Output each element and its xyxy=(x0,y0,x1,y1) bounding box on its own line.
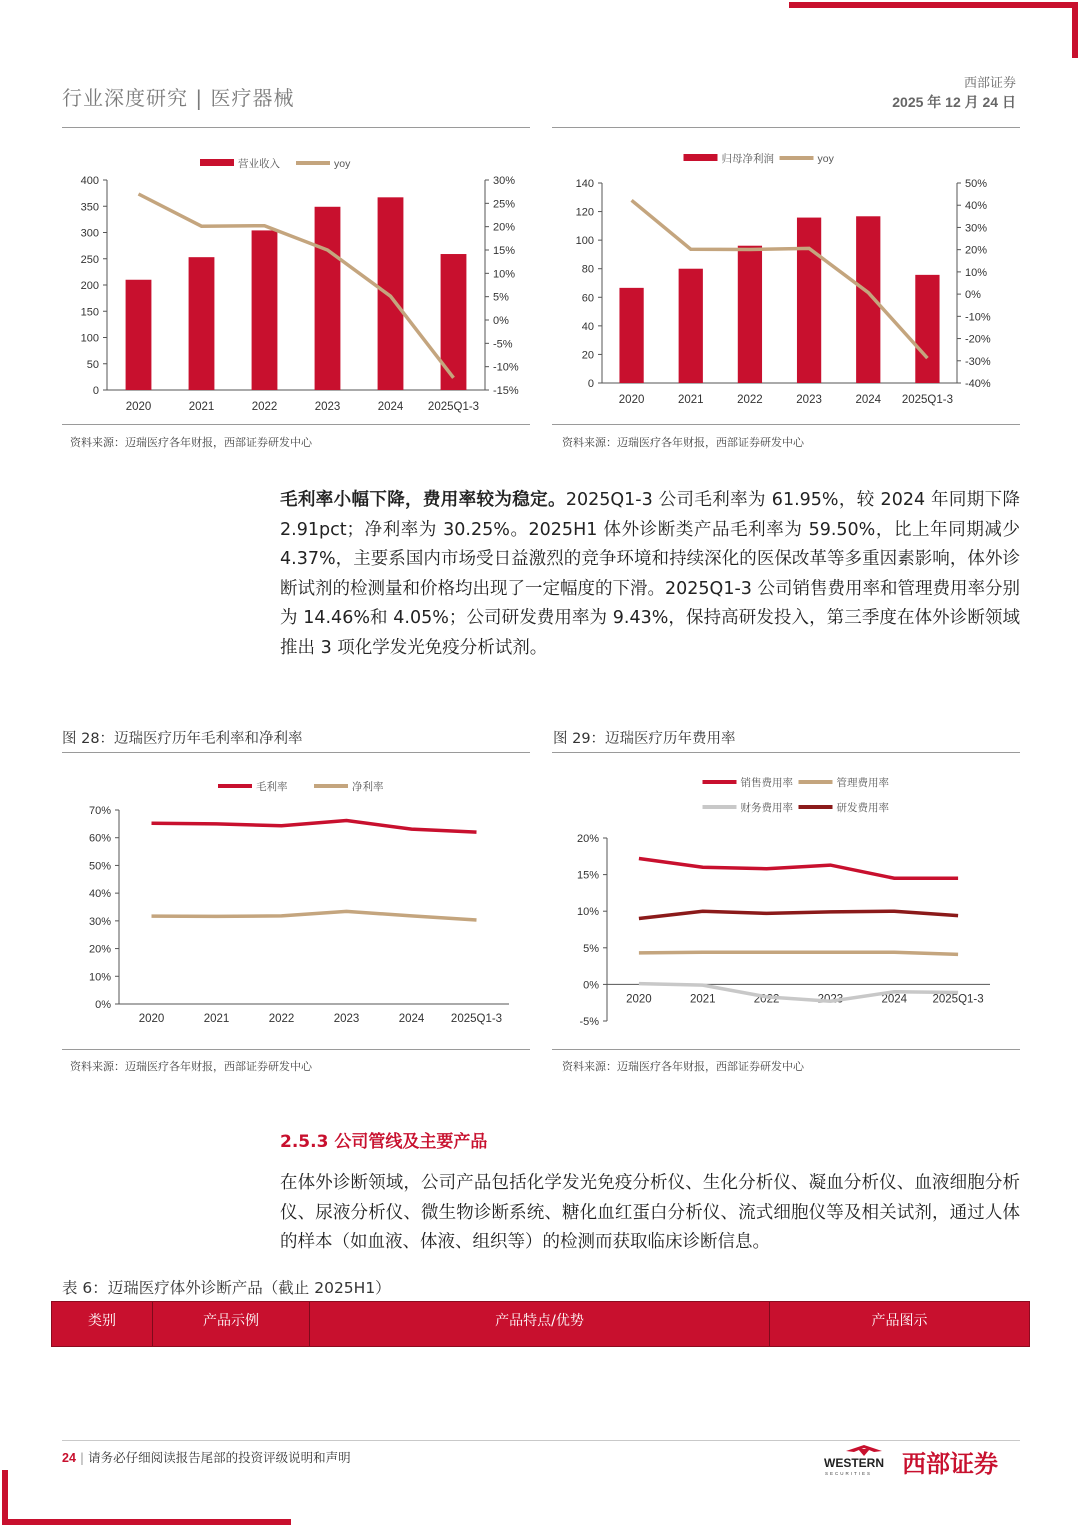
x-tick-label-3: 2023 xyxy=(333,1013,360,1025)
y-tick-label-5: 250 xyxy=(80,253,99,266)
bar-2025Q1-3 xyxy=(441,254,467,390)
y-tick-label-2: 40 xyxy=(581,320,594,333)
y2-tick-label-4: 5% xyxy=(493,291,509,304)
legend-label-0: 销售费用率 xyxy=(740,777,793,789)
table-header xyxy=(51,1301,1030,1347)
rule-src-left-2 xyxy=(62,1049,530,1050)
footer-disclaimer: 24 | 请务必仔细阅读报告尾部的投资评级说明和声明 xyxy=(62,1450,351,1465)
y-tick-label-3: 60 xyxy=(581,292,594,305)
fig29-title: 图 29：迈瑞医疗历年费用率 xyxy=(553,731,736,747)
x-tick-label-1: 2021 xyxy=(677,394,704,406)
legend-label-1: 净利率 xyxy=(352,781,384,793)
y2-tick-label-7: 20% xyxy=(493,221,516,234)
header-title: 行业深度研究 | 医疗器械 xyxy=(62,86,295,110)
y-tick-label-3: 10% xyxy=(576,906,599,919)
y2-tick-label-3: -10% xyxy=(965,311,991,324)
legend-label-1: yoy xyxy=(817,153,834,165)
legend-swatch-0 xyxy=(684,154,718,161)
x-tick-label-0: 2020 xyxy=(138,1013,165,1025)
bar-2021 xyxy=(189,257,215,390)
x-tick-label-4: 2024 xyxy=(398,1013,425,1025)
rule-fig29 xyxy=(552,752,1020,753)
y-tick-label-6: 60% xyxy=(88,832,111,845)
logo-en-sub: SECURITIES xyxy=(825,1471,873,1476)
series-line-2 xyxy=(639,984,958,1002)
legend-label-1: 研发费用率 xyxy=(836,802,889,814)
bar-2020 xyxy=(619,288,643,383)
x-tick-label-3: 2023 xyxy=(314,401,341,413)
fig28-title: 图 28：迈瑞医疗历年毛利率和净利率 xyxy=(62,731,303,747)
y2-tick-label-5: 10% xyxy=(493,268,516,281)
x-tick-label-1: 2021 xyxy=(689,993,716,1006)
paragraph-margin-bold: 毛利率小幅下降，费用率较为稳定。 xyxy=(280,490,566,510)
y-tick-label-7: 350 xyxy=(80,201,99,214)
header-company: 西部证券 xyxy=(963,76,1016,91)
legend-label-0: 毛利率 xyxy=(256,781,288,793)
bar-2023 xyxy=(797,218,821,383)
yoy-line xyxy=(632,200,928,358)
source-note-3: 资料来源：迈瑞医疗各年财报，西部证券研发中心 xyxy=(70,1060,312,1073)
y-tick-label-8: 400 xyxy=(80,175,99,187)
chart-margins xyxy=(62,765,532,1045)
table-header-features: 产品特点/优势 xyxy=(310,1302,770,1346)
y-tick-label-0: 0 xyxy=(587,378,594,390)
x-tick-label-3: 2023 xyxy=(817,993,844,1006)
footer-logo xyxy=(824,1443,1019,1479)
bar-2021 xyxy=(679,269,703,383)
bar-2022 xyxy=(252,230,278,390)
yoy-line xyxy=(139,194,454,378)
y2-tick-label-5: 10% xyxy=(965,266,988,279)
legend-swatch-0 xyxy=(200,159,234,166)
y2-tick-label-0: -15% xyxy=(493,385,519,397)
x-tick-label-0: 2020 xyxy=(125,401,152,413)
y-tick-label-4: 15% xyxy=(576,869,599,882)
logo-en: WESTERN xyxy=(824,1456,884,1470)
table-header-category: 类别 xyxy=(52,1302,153,1346)
y2-tick-label-9: 30% xyxy=(493,175,516,187)
series-line-0 xyxy=(152,821,477,833)
x-tick-label-4: 2024 xyxy=(855,394,882,406)
rule-top-right xyxy=(552,127,1020,128)
y2-tick-label-2: -5% xyxy=(493,338,513,351)
x-tick-label-2: 2022 xyxy=(753,993,780,1006)
x-tick-label-0: 2020 xyxy=(626,993,652,1006)
y2-tick-label-3: 0% xyxy=(493,315,509,327)
x-tick-label-4: 2024 xyxy=(881,993,908,1006)
x-tick-label-4: 2024 xyxy=(377,401,404,413)
paragraph-ivd: 在体外诊断领域，公司产品包括化学发光免疫分析仪、生化分析仪、凝血分析仪、血液细胞分析仪、尿液分析仪、微生物诊断系统、糖化血红蛋白分析仪、流式细胞仪等及相关试剂，通过人体的样本（如血液、体液、组织等）的检测而获取临床诊断信息。 xyxy=(280,1173,1020,1253)
y-tick-label-2: 5% xyxy=(583,942,599,955)
y2-tick-label-0: -40% xyxy=(965,378,991,390)
source-note-4: 资料来源：迈瑞医疗各年财报，西部证券研发中心 xyxy=(562,1060,804,1073)
x-tick-label-5: 2025Q1-3 xyxy=(901,394,953,406)
source-note-1: 资料来源：迈瑞医疗各年财报，西部证券研发中心 xyxy=(70,436,312,449)
y-tick-label-2: 100 xyxy=(80,332,99,345)
legend-label-1: 管理费用率 xyxy=(836,777,889,789)
x-tick-label-5: 2025Q1-3 xyxy=(932,993,984,1006)
y-tick-label-0: 0% xyxy=(95,999,111,1011)
x-tick-label-1: 2021 xyxy=(188,401,215,413)
y-tick-label-5: 50% xyxy=(88,860,111,873)
legend-label-0: 营业收入 xyxy=(238,158,280,170)
bar-2022 xyxy=(738,246,762,383)
x-tick-label-5: 2025Q1-3 xyxy=(450,1013,503,1025)
y2-tick-label-8: 40% xyxy=(965,200,988,213)
x-tick-label-3: 2023 xyxy=(796,394,822,406)
corner-decoration-left xyxy=(2,1470,8,1525)
y2-tick-label-8: 25% xyxy=(493,198,516,211)
header-right xyxy=(892,75,1016,111)
table-header-image: 产品图示 xyxy=(871,1313,928,1329)
header-date: 2025 年 12 月 24 日 xyxy=(892,94,1016,110)
chart-expense-ratios-svg xyxy=(552,765,1022,1045)
y-tick-label-6: 120 xyxy=(575,206,594,219)
section-title: 2.5.3 公司管线及主要产品 xyxy=(280,1132,488,1152)
rule-src-left xyxy=(62,424,530,425)
y2-tick-label-7: 30% xyxy=(965,222,988,235)
footer-text: 请务必仔细阅读报告尾部的投资评级说明和声明 xyxy=(88,1450,351,1465)
y2-tick-label-2: -20% xyxy=(965,333,991,346)
series-line-1 xyxy=(152,911,477,920)
y-tick-label-1: 20 xyxy=(581,349,594,362)
y2-tick-label-6: 15% xyxy=(493,245,516,257)
y-tick-label-3: 150 xyxy=(80,306,99,319)
bar-2023 xyxy=(315,207,341,390)
table-header-example: 产品示例 xyxy=(153,1302,310,1346)
legend-label-1: yoy xyxy=(334,158,351,170)
y2-tick-label-6: 20% xyxy=(965,244,988,257)
x-tick-label-5: 2025Q1-3 xyxy=(427,401,480,413)
y-tick-label-5: 20% xyxy=(576,833,599,845)
y-tick-label-4: 200 xyxy=(80,280,99,292)
y-tick-label-1: 10% xyxy=(88,971,111,984)
chart-margins-svg xyxy=(62,765,532,1045)
table-title: 表 6：迈瑞医疗体外诊断产品（截止 2025H1） xyxy=(62,1279,391,1297)
chart-expense-ratios xyxy=(552,765,1022,1045)
y2-tick-label-1: -30% xyxy=(965,355,991,368)
rule-top-left xyxy=(62,127,530,128)
bar-2024 xyxy=(378,197,404,390)
y-tick-label-4: 40% xyxy=(88,888,111,901)
paragraph-margin xyxy=(280,486,1020,664)
rule-src-right-2 xyxy=(552,1049,1020,1050)
y-tick-label-0: 0 xyxy=(92,385,99,397)
paragraph-margin-text: 2025Q1-3 公司毛利率为 61.95%，较 2024 年同期下降 2.91pct；净利率为 30.25%。2025H1 体外诊断类产品毛利率为 59.50%，比上年同期减少 4.37%，主要系国内市场受日益激烈的竞争环境和持续深化的医保改革等多重因素影响，体外诊断试剂的检测量和价格均出现了一定幅度的下滑。2025Q1-3 公司销售费用率和管理费用率分别为 14.46%和 4.05%；公司研发费用率为 9.43%，保持高研发投入，第三季度在体外诊断领域推出 3 项化学发光免疫分析试剂。 xyxy=(280,490,1020,658)
y-tick-label-3: 30% xyxy=(88,915,111,928)
x-tick-label-2: 2022 xyxy=(737,394,763,406)
bar-2025Q1-3 xyxy=(915,275,939,383)
corner-decoration-bottom xyxy=(2,1519,291,1525)
y-tick-label-5: 100 xyxy=(575,235,594,248)
y-tick-label-2: 20% xyxy=(88,943,111,956)
y-tick-label-1: 50 xyxy=(86,358,99,371)
footer-rule xyxy=(62,1440,1020,1441)
x-tick-label-0: 2020 xyxy=(618,394,645,406)
y-tick-label-6: 300 xyxy=(80,227,99,240)
corner-decoration-right xyxy=(1072,2,1078,58)
y-tick-label-0: -5% xyxy=(579,1016,599,1028)
rule-src-right xyxy=(552,424,1020,425)
chart-revenue xyxy=(62,140,532,420)
y2-tick-label-9: 50% xyxy=(965,178,988,190)
series-line-3 xyxy=(639,911,958,918)
bar-2020 xyxy=(126,280,152,390)
source-note-2: 资料来源：迈瑞医疗各年财报，西部证券研发中心 xyxy=(562,436,804,449)
y-tick-label-1: 0% xyxy=(583,979,599,992)
legend-label-0: 归母净利润 xyxy=(721,153,774,165)
chart-net-profit xyxy=(552,140,1022,420)
chart-net-profit-svg xyxy=(552,140,1022,420)
x-tick-label-1: 2021 xyxy=(203,1013,230,1025)
y-tick-label-4: 80 xyxy=(581,263,594,276)
y-tick-label-7: 70% xyxy=(88,805,111,817)
y2-tick-label-4: 0% xyxy=(965,289,981,302)
western-logo-icon xyxy=(824,1443,904,1479)
series-line-0 xyxy=(639,858,958,878)
chart-revenue-svg xyxy=(62,140,532,420)
series-line-1 xyxy=(639,952,958,954)
rule-fig28 xyxy=(62,752,530,753)
x-tick-label-2: 2022 xyxy=(251,401,278,413)
logo-cn: 西部证券 xyxy=(902,1450,998,1478)
x-tick-label-2: 2022 xyxy=(268,1013,295,1025)
corner-decoration-top xyxy=(789,2,1078,8)
page-number: 24 xyxy=(62,1451,76,1465)
legend-label-0: 财务费用率 xyxy=(740,802,793,814)
y-tick-label-7: 140 xyxy=(575,178,594,190)
y2-tick-label-1: -10% xyxy=(493,361,519,374)
